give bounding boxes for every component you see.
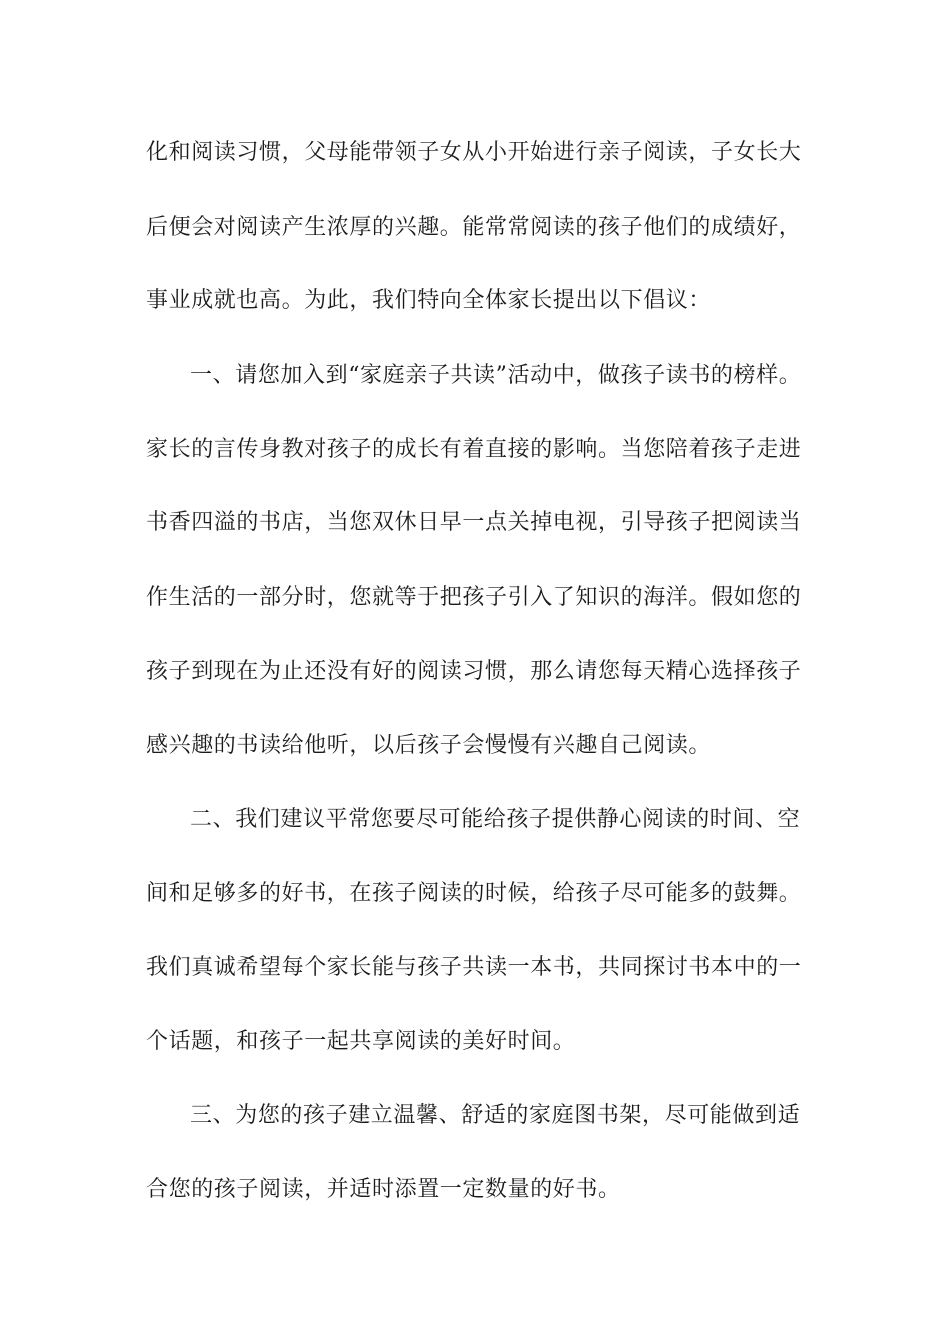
text-line-1: 化和阅读习惯，父母能带领子女从小开始进行亲子阅读，子女长大 [146,140,802,165]
text-line-12: 我们真诚希望每个家长能与孩子共读一本书，共同探讨书本中的一 [146,955,802,980]
text-line-14: 三、为您的孩子建立温馨、舒适的家庭图书架，尽可能做到适 [190,1103,801,1128]
text-line-6: 书香四溢的书店，当您双休日早一点关掉电视，引导孩子把阅读当 [146,510,802,535]
text-line-3: 事业成就也高。为此，我们特向全体家长提出以下倡议： [146,288,712,313]
text-line-9: 感兴趣的书读给他听，以后孩子会慢慢有兴趣自己阅读。 [146,733,712,758]
text-line-7: 作生活的一部分时，您就等于把孩子引入了知识的海洋。假如您的 [146,585,802,610]
text-line-15: 合您的孩子阅读，并适时添置一定数量的好书。 [146,1177,621,1202]
text-line-10: 二、我们建议平常您要尽可能给孩子提供静心阅读的时间、空 [190,807,801,832]
text-line-2: 后便会对阅读产生浓厚的兴趣。能常常阅读的孩子他们的成绩好， [146,215,802,240]
text-line-8: 孩子到现在为止还没有好的阅读习惯，那么请您每天精心选择孩子 [146,659,802,684]
text-line-13: 个话题，和孩子一起共享阅读的美好时间。 [146,1029,576,1054]
text-line-11: 间和足够多的好书，在孩子阅读的时候，给孩子尽可能多的鼓舞。 [146,881,802,906]
text-line-5: 家长的言传身教对孩子的成长有着直接的影响。当您陪着孩子走进 [146,437,802,462]
text-line-4: 一、请您加入到“家庭亲子共读”活动中，做孩子读书的榜样。 [190,363,802,388]
